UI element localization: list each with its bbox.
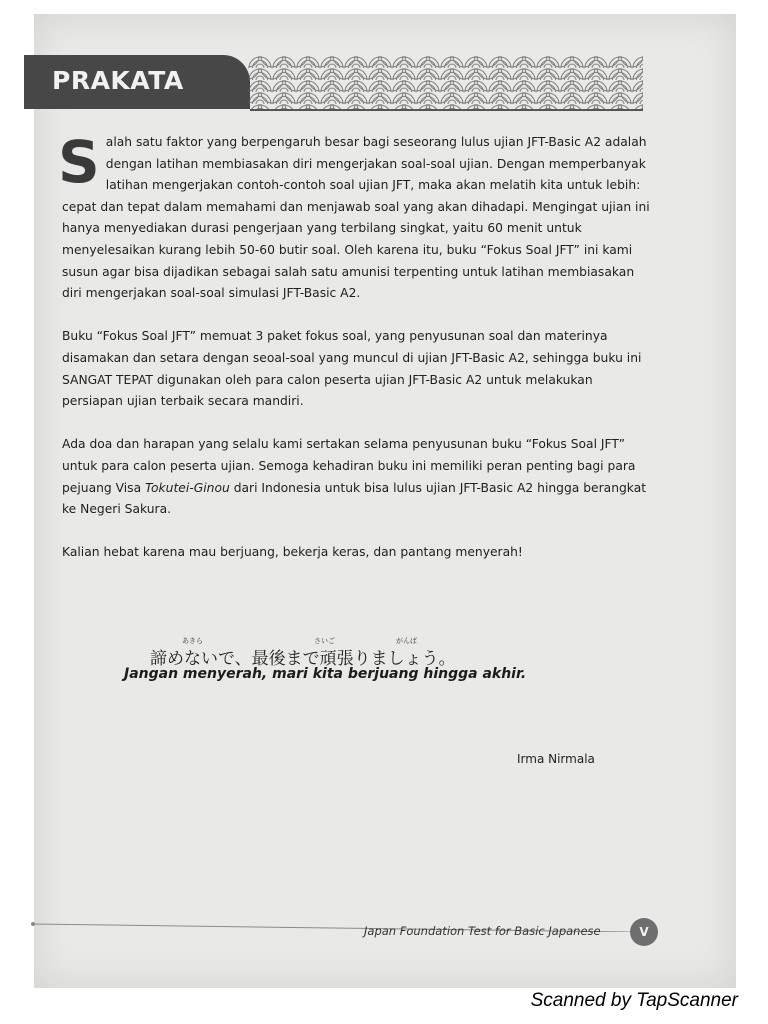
page-number-badge xyxy=(630,918,658,946)
header-rule xyxy=(250,109,643,111)
page-title: PRAKATA xyxy=(52,66,184,95)
furigana-3: がんば xyxy=(396,637,417,645)
paragraph-1-text: alah satu faktor yang berpengaruh besar bagi seseorang lulus ujian JFT-Basic A2 adalah dengan latihan membiasakan diri mengerjakan soal-soal ujian. Dengan memperbanyak latihan mengerjakan contoh-contoh soal ujian JFT, maka akan melatih kita untuk lebih: cepat dan tepat dalam memahami dan menjawab soal yang akan dihadapi. Mengingat ujian ini hanya menyediakan durasi pengerjaan yang terbilang singkat, yaitu 60 menit untuk menyelesaikan kurang lebih 50-60 butir soal. Oleh karena itu, buku “Fokus Soal JFT” ini kami susun agar bisa dijadikan sebagai salah satu amunisi terpenting untuk latihan membiasakan diri mengerjakan soal-soal simulasi JFT-Basic A2. xyxy=(62,135,650,301)
footer-book-title: Japan Foundation Test for Basic Japanese xyxy=(364,924,601,938)
paragraph-1 xyxy=(58,128,650,305)
furigana-2: さいご xyxy=(314,637,335,645)
furigana-1: あきら xyxy=(182,637,203,645)
paragraph-3-italic: Tokutei-Ginou xyxy=(145,480,230,495)
page-number: V xyxy=(639,925,649,939)
scanner-watermark: Scanned by TapScanner xyxy=(530,990,738,1011)
author-name: Irma Nirmala xyxy=(517,752,595,766)
furigana-row xyxy=(150,636,570,646)
indonesian-motto: Jangan menyerah, mari kita berjuang hingga akhir. xyxy=(124,666,527,682)
paragraph-3-text-a: Ada doa dan harapan yang selalu kami sertakan selama penyusunan buku “Fokus Soal JFT” untuk para calon peserta ujian. Semoga kehadiran buku ini memiliki peran penting bagi para pejuang Visa xyxy=(62,437,636,495)
paragraph-3-text-b: dari Indonesia untuk bisa lulus ujian JFT-Basic A2 hingga berangkat ke Negeri Sakura. xyxy=(62,480,647,517)
japanese-sentence: 諦めないで、最後まで頑張りましょう。 xyxy=(150,649,456,669)
paragraph-4: Kalian hebat karena mau berjuang, bekerja keras, dan pantang menyerah! xyxy=(62,545,523,560)
paragraph-2: Buku “Fokus Soal JFT” memuat 3 paket fokus soal, yang penyusunan soal dan materinya disamakan dan setara dengan seoal-soal yang muncul di ujian JFT-Basic A2, sehingga buku ini SANGAT TEPAT digunakan oleh para calon peserta ujian JFT-Basic A2 untuk melakukan persiapan ujian terbaik secara mandiri. xyxy=(62,329,642,409)
wave-pattern-decoration xyxy=(248,56,648,110)
drop-cap: S xyxy=(58,128,100,196)
paragraph-3 xyxy=(62,434,650,520)
preface-body xyxy=(58,128,650,585)
